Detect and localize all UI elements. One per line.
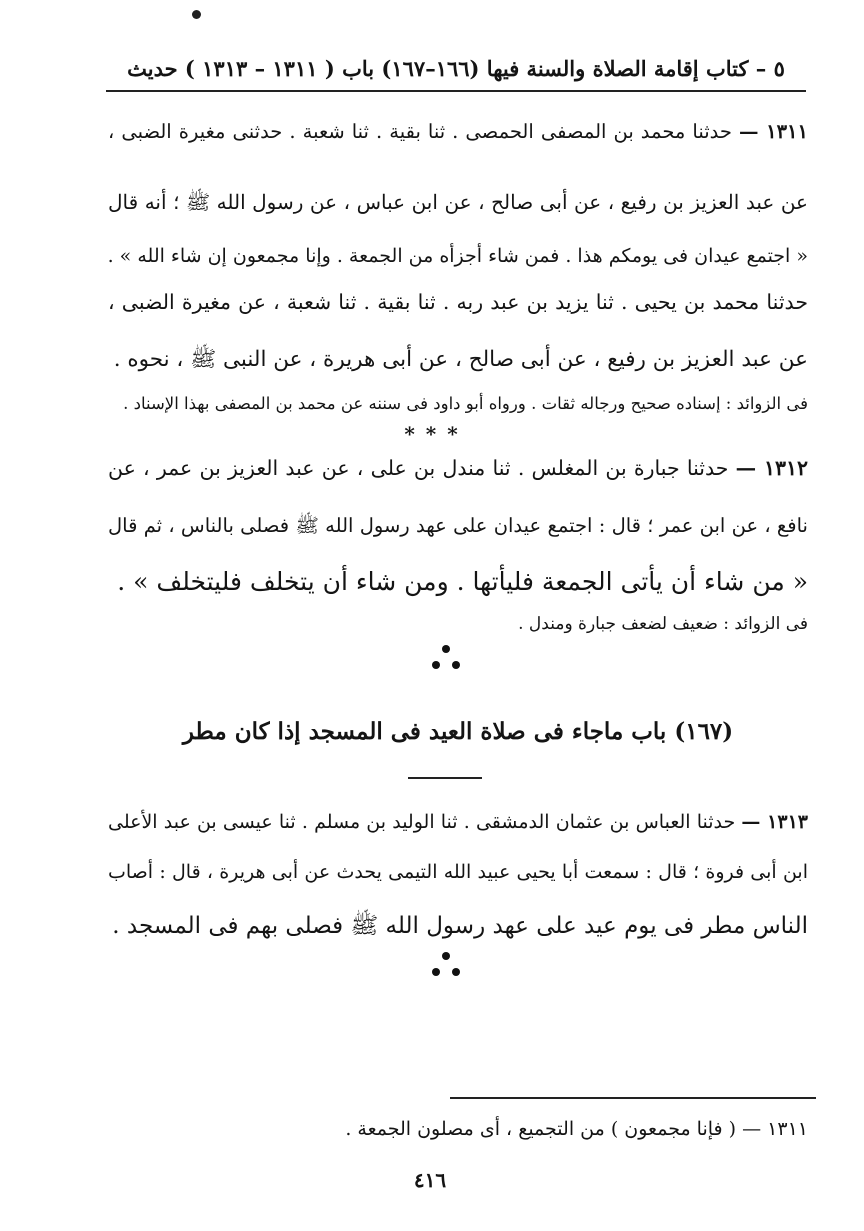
hadith-1312-line-2: نافع ، عن ابن عمر ؛ قال : اجتمع عيدان على عهد رسول الله ﷺ فصلى بالناس ، ثم قال (108, 514, 808, 537)
footnote-divider (450, 1097, 816, 1099)
zawaid-note-1312: فى الزوائد : ضعيف لضعف جبارة ومندل . (518, 614, 808, 634)
hadith-1312-line-3: « من شاء أن يأتى الجمعة فليأتها . ومن شاء أن يتخلف فليتخلف » . (117, 567, 808, 596)
hadith-text: حدثنا العباس بن عثمان الدمشقى . ثنا الوليد بن مسلم . ثنا عيسى بن عبد الأعلى (108, 811, 736, 833)
footnote: ١٣١١ — ( فإنا مجمعون ) من التجميع ، أى مصلون الجمعة . (345, 1118, 808, 1140)
hadith-text: حدثنا جبارة بن المغلس . ثنا مندل بن على ، عن عبد العزيز بن عمر ، عن (108, 456, 729, 480)
ink-spot (192, 10, 201, 19)
hadith-1312-line-1 (108, 446, 808, 490)
triple-dot-ornament (428, 950, 464, 990)
header-divider (106, 90, 806, 92)
chapter-divider (408, 777, 482, 779)
hadith-1311-line-3: « اجتمع عيدان فى يومكم هذا . فمن شاء أجزأه من الجمعة . وإنا مجمعون إن شاء الله » . (107, 245, 808, 267)
hadith-1311-line-4: حدثنا محمد بن يحيى . ثنا يزيد بن عبد ربه . ثنا بقية . ثنا شعبة ، عن مغيرة الضبى ، (108, 290, 808, 314)
zawaid-note-1311: فى الزوائد : إسناده صحيح ورجاله ثقات . ورواه أبو داود فى سننه عن محمد بن المصفى بهذا الإسناد . (123, 394, 808, 413)
hadith-1311-line-5: عن عبد العزيز بن رفيع ، عن أبى صالح ، عن أبى هريرة ، عن النبى ﷺ ، نحوه . (113, 347, 808, 372)
hadith-1311-line-1 (108, 110, 808, 154)
hadith-number: ١٣١٣ — (741, 811, 808, 833)
hadith-number: ١٣١٢ — (735, 456, 808, 480)
hadith-number: ١٣١١ — (738, 120, 808, 143)
page-number: ٤١٦ (413, 1168, 447, 1192)
hadith-1313-line-2: ابن أبى فروة ؛ قال : سمعت أبا يحيى عبيد الله التيمى يحدث عن أبى هريرة ، قال : أصاب (108, 861, 808, 883)
hadith-1313-line-1 (108, 800, 808, 844)
separator-stars: * * * (404, 422, 460, 446)
running-header: ٥ – كتاب إقامة الصلاة والسنة فيها (١٦٦–١٦٧) باب ( ١٣١١ – ١٣١٣ ) حديث (127, 56, 785, 81)
hadith-1313-line-3: الناس مطر فى يوم عيد على عهد رسول الله ﷺ فصلى بهم فى المسجد . (112, 913, 808, 939)
hadith-1311-line-2: عن عبد العزيز بن رفيع ، عن أبى صالح ، عن ابن عباس ، عن رسول الله ﷺ ؛ أنه قال (108, 190, 808, 214)
hadith-text: حدثنا محمد بن المصفى الحمصى . ثنا بقية . ثنا شعبة . حدثنى مغيرة الضبى ، (108, 120, 732, 143)
triple-dot-ornament (428, 643, 464, 683)
chapter-heading: (١٦٧) باب ماجاء فى صلاة العيد فى المسجد إذا كان مطر (182, 718, 734, 745)
